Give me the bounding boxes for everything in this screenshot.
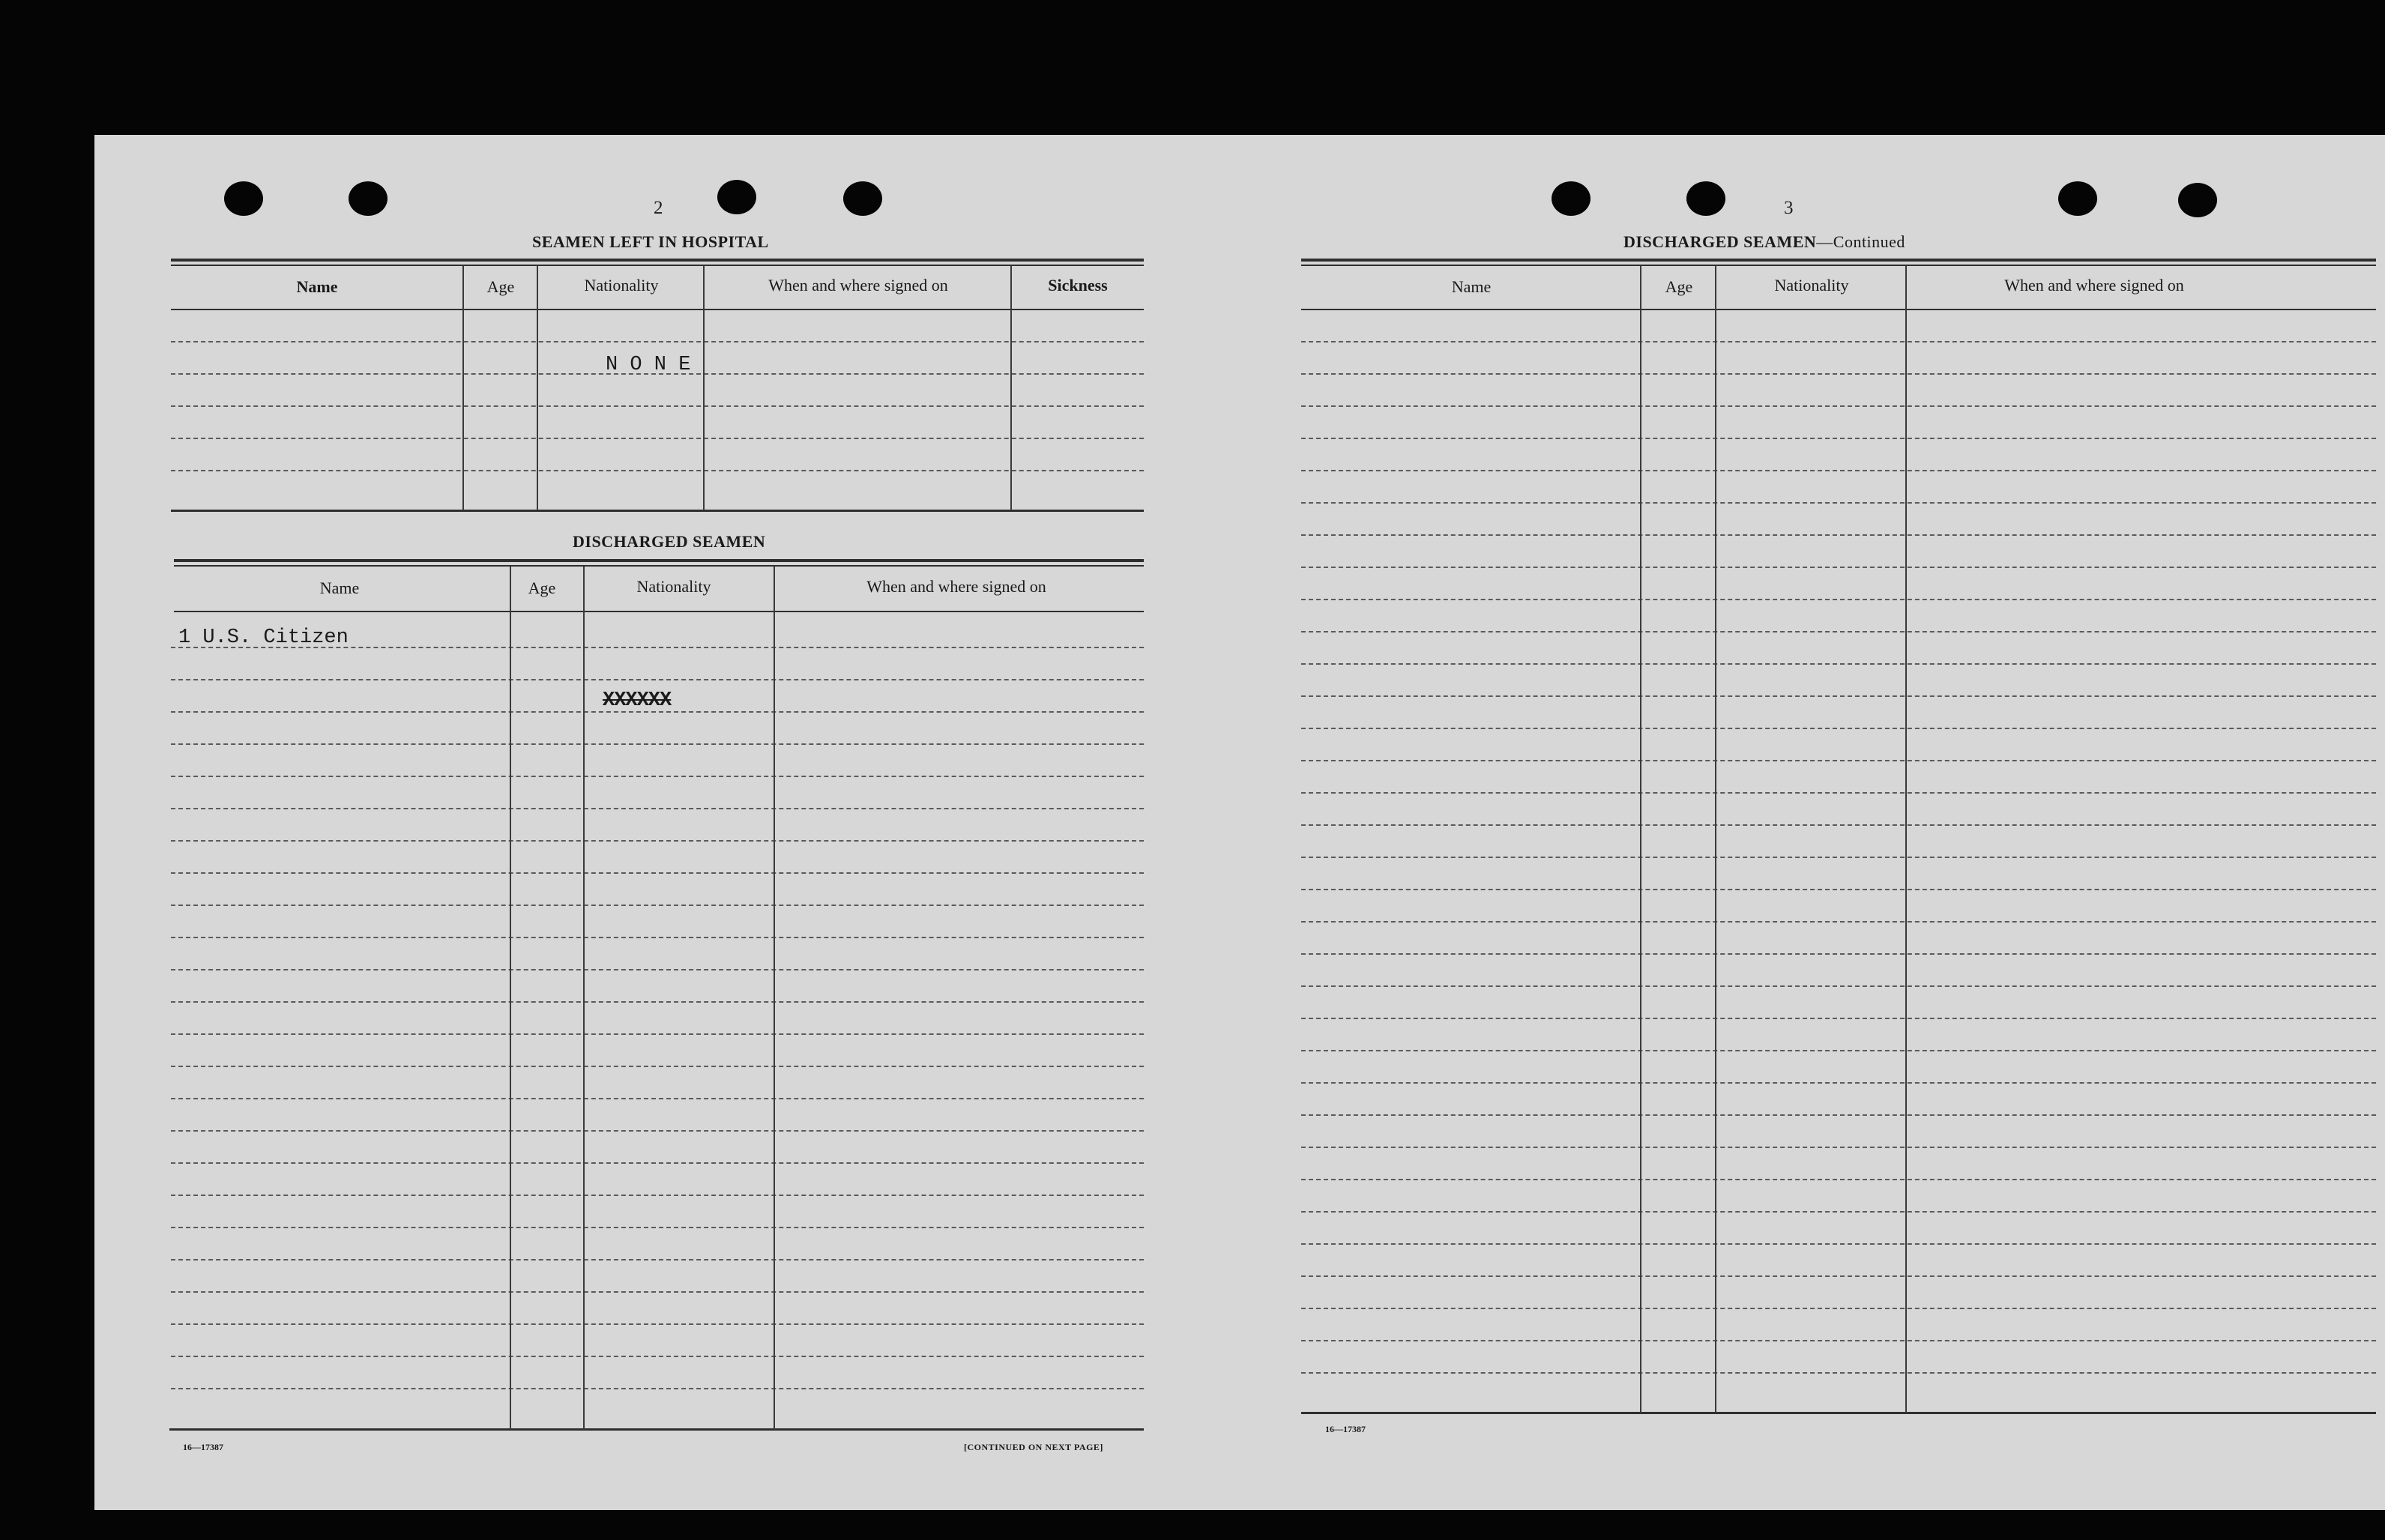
page-number: 2 [654,198,663,218]
column-header-age: Age [528,579,556,597]
continued-note: [CONTINUED ON NEXT PAGE] [964,1442,1103,1452]
punch-hole [1552,181,1590,216]
form-number: 16—17387 [183,1442,223,1452]
discharged-continued-title [1623,232,1905,252]
column-header-nationality: Nationality [636,577,711,596]
column-header-age: Age [1665,277,1693,296]
column-header-name: Name [319,579,360,597]
punch-hole [224,181,263,216]
page-number: 3 [1784,198,1794,218]
punch-hole [2058,181,2097,216]
column-header-nationality: Nationality [1774,276,1849,295]
column-header-name: Name [296,277,338,296]
hospital-entry-none: N O N E [606,354,691,376]
discharged-entry-name: 1 U.S. Citizen [178,626,349,649]
column-header-age: Age [486,277,515,296]
discharged-entry-nationality-struck: XXXXXX [603,689,672,712]
column-header-name: Name [1451,277,1492,296]
punch-hole [717,180,756,214]
ledger-sheet [94,135,2385,1510]
punch-hole [2178,183,2217,217]
title-suffix: —Continued [1816,232,1905,251]
discharged-section-title: DISCHARGED SEAMEN [573,532,766,551]
punch-hole [349,181,388,216]
hospital-section-title: SEAMEN LEFT IN HOSPITAL [532,232,769,251]
punch-hole [843,181,882,216]
column-header-nationality: Nationality [584,276,659,295]
column-header-signed-on: When and where signed on [866,577,1046,596]
column-header-signed-on: When and where signed on [768,276,948,295]
column-header-sickness: Sickness [1048,276,1108,295]
punch-hole [1686,181,1725,216]
form-number: 16—17387 [1325,1424,1366,1434]
column-header-signed-on: When and where signed on [2004,276,2184,295]
title-text: DISCHARGED SEAMEN [1623,232,1817,251]
